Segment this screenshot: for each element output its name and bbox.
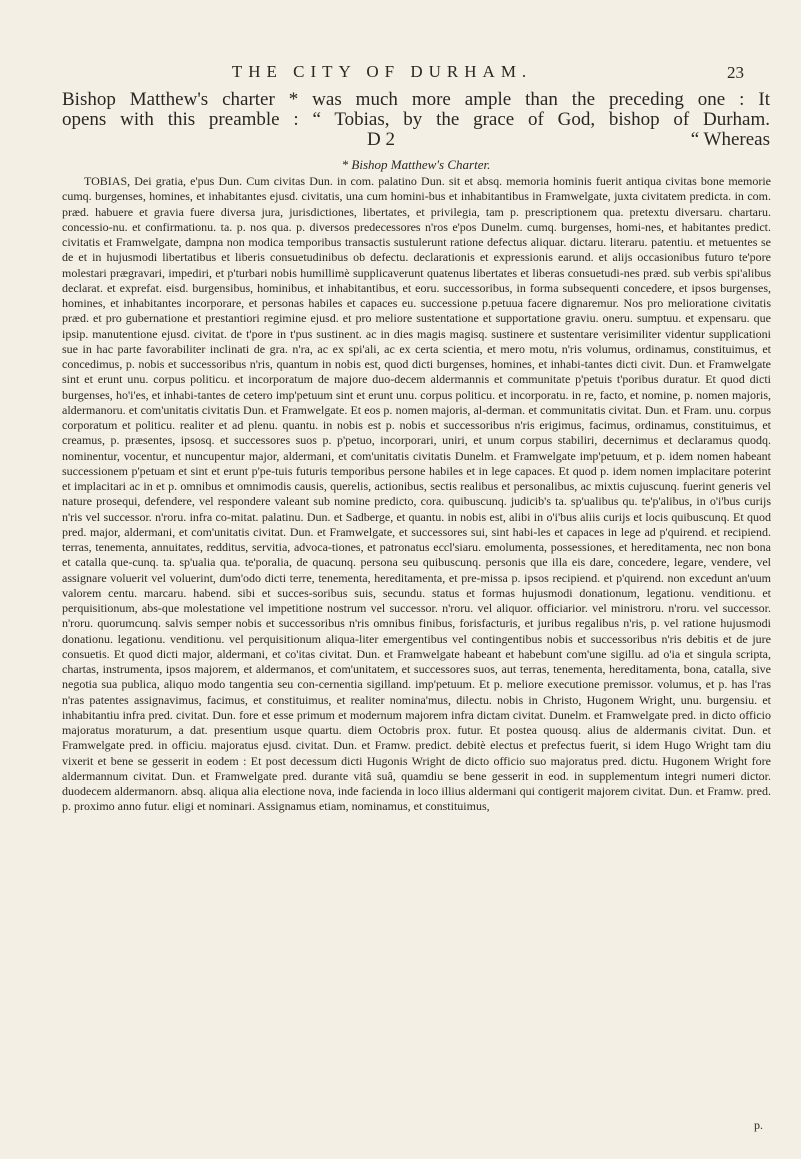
footnote [62,174,771,815]
main-text-line: Bishop Matthew's charter * was much more ample than the preceding one : It [62,89,770,110]
footnote-text: TOBIAS, Dei gratia, e'pus Dun. Cum civitas Dun. in com. palatino Dun. sit et absq. memoria hominis fuerit antiqua civitas bone memorie cumq. burgenses, homines, et inhabitantes ejusd. civitatis, una cum homini-bus et inhabitantibus in Framwelgate, juxta civitatem predicta. in com. præd. habuere et gravia fuere diversa jura, jurisdictiones, libertates, et privilegia, tam p. prescriptionem qua. pretextu diversaru. chartaru. concessio-nu. et confirmationu. ta. p. nos qua. p. diversos predecessores n'ros e'pos Dunelm. cumq. burgenses, homi-nes, et habitantes predict. civitatis et Framwelgate, dampna non modica temporibus transactis sustulerunt ratione defectus aliquar. dictaru. literaru. patentiu. et metuentes se de et in hujusmodi libertatibus et liberis consuetudinibus ob defectu. declarationis et expressionis earund. et alijs occasionibus futuro te'pore molestari prægravari, impediri, et p'turbari nobis humillimè supplicaverunt quatenus libertates et liberas consuetudi-nes præd. sub verbis spi'alibus declarat. et exprefat. eisd. burgensibus, hominibus, et inhabitantibus, et eoru. successoribus, in forma subsequenti concedere, et ipsos burgenses, homines, et inhabitantes incorporare, et personas habiles et capaces eu. successione p.petuua facere dignaremur. Nos pro melioratione civitatis præd. et pro gubernatione et prestantiori regimine ejusd. et pro meliore sustentatione et supportatione graviu. oneru. sumptuu. et expensaru. que ipsip. manutentione ejusd. civitat. de t'pore in t'pus sustinent. ac in dies magis magisq. sustinere et sustentare verisimiliter videntur supplicationi sue in hac parte favorabiliter inclinati de gra. n'ra, ac ex spi'ali, ac ex certa scientia, et mero motu, n'ris volumus, ordinamus, constituimus, et concedimus, p. nobis et successoribus n'ris, quantum in nobis est, quod dicti burgenses, homines, et inhabi-tantes dicti civit. Dun. et Framwelgate sint et erunt unu. corpus politicu. et incorporatum de majore duo-decem aldermannis et communitate p'petuis t'poribus duratur. Et quod dicti burgenses, ho'i'es, et inhabi-tantes de cetero imp'petuum sint et erunt unu. corpus politicu. et incorporatu. in re, facto, et nomine, p. nomen majoris, aldermanoru. et com'unitatis civitatis Dun. et Framwelgate. Et eos p. nomen majoris, al-derman. et communitatis civitat. Dun. et Fram. unu. corpus corporatum et politicu. realiter et ad plenu. quantu. in nobis est p. nobis et successoribus n'ris erigimus, facimus, ordinamus, constituimus, et creamus, p. præsentes, ipsosq. et successores suos p. p'petuo, incorporari, uniri, et unum corpus stabiliri, decernimus et declaramus quodq. nominentur, vocentur, et nuncupentur major, aldermani, et com'unitatis civitatis Dunelm. et Framwelgate imp'petuum, et p. idem nomen habeant successionem p'petuam et sint et erunt p'pe-tuis futuris temporibus persone habiles et in lege capaces. Et quod p. idem nomen implacitare poterint et implacitari ac in et p. omnibus et omnimodis causis, querelis, actionibus, sectis realibus et personalibus, ac mixtis cujuscunq. fuerint generis vel nature prosequi, defendere, vel respondere valeant sub nomine predicto, cora. quibuscunq. judicib's ta. sp'ualibus qu. te'p'alibus, in o'i'bus curijs n'ris vel successor. n'roru. infra co-mitat. palatinu. Dun. et Sadberge, et quantu. in nobis est, alibi in o'i'bus aliis curijs et locis quibuscunq. Et quod pred. major, aldermani, et com'unitatis civitat. Dun. et Framwelgate, et successores sui, sint habi-les et capaces in lege ad p'quirend. et recipiend. terras, tenementa, annuitates, redditus, servitia, advoca-tiones, et patronatus eccl'siaru. emolumenta, possessiones, et hereditamenta, nec non bona et catalla que-cunq. ta. sp'ualia qua. te'poralia, de quacunq. persona seu quibuscunq. personis que illa eis dare, concedere, legare, vendere, vel assignare voluerit vel voluerint, dum'odo dicti terre, tenementa, hereditamenta, et pre-missa p. ipsos recipiend. et p'quirend. non excedunt an'uum valorem centu. marcaru. habend. sibi et succes-soribus suis, secundu. status et formas hujusmodi donationum, legationu. venditionu. et perquisitionum, abs-que molestatione vel impetitione nostrum vel successor. n'roru. vel aliquor. officiarior. vel ministroru. n'roru. vel successor. n'roru. quorumcunq. salvis semper nobis et successoribus n'ris omnibus finibus, forisfacturis, et juribus regalibus n'ris, p. vel ratione hujusmodi donationu. legationu. venditionu. vel perquisitionum aliqua-liter emergentibus vel contingentibus nobis et successoribus n'ris debitis et de jure consuetis. Et quod dicti major, aldermani, et co'itas civitat. Dun. et Framwelgate habeant et habebunt com'une sigillu. ad o'ia et singula scripta, chartas, instrumenta, ipsos majorem, et aldermanos, et com'unitatem, et successores suos, aut terras, tenementa, hereditamenta, bona, catalla, sive negotia sua publica, aliquo modo tangentia seu con-cernentia sigilland. imp'petuum. Et p. meliore executione premissor. volumus, et p. has l'ras n'ras patentes assignavimus, facimus, et constituimus, et realiter nomina'mus, dilectu. nobis in Christo, Hugonem Wright, unu. burgensiu. et inhabitantiu infra pred. civitat. Dun. fore et esse primum et modernum majorem infra dictam civitat. Dunelm. et Framwelgate pred. in dicto officio majoratus moraturum, a dat. presentium usque quartu. diem Octobris prox. futur. Et postea quousq. alius de aldermanis civitat. Dun. et Framwelgate pred. in officiu. majoratus ejusd. civitat. Dun. et Framw. predict. debitè electus et prefectus fuerit, si idem Hugo Wright tam diu vixerit et bene se gesserit in eodem : Et post decessum dicti Hugonis Wright de dicto officio suo majoratus pred. dictu. Hugonem Wright fore aldermannum civitat. Dun. et Framwelgate pred. durante vitâ suâ, quamdiu se bene gesserit in eod. in supplementum integri numeri dictor. duodecem aldermanorn. absq. aliqua alia electione nova, inde facienda in loco illius aldermani qui contigerit majorem civitat. Dun. et Framw. pred. p. proximo anno futur. eligi et nominari. Assignamus etiam, nominamus, et constituimus, [62,174,771,814]
signature-mark [62,130,770,150]
main-catchword: “ Whereas [690,129,770,150]
signature-label: D 2 [367,129,395,150]
page-catchword: p. [754,1118,763,1132]
page-number: 23 [727,63,744,82]
main-text [62,90,770,150]
footnote-heading: * Bishop Matthew's Charter. [341,157,491,172]
running-title: THE CITY OF DURHAM. [231,62,533,81]
main-text-line: opens with this preamble : “ Tobias, by the grace of God, bishop of Durham. [62,109,770,130]
